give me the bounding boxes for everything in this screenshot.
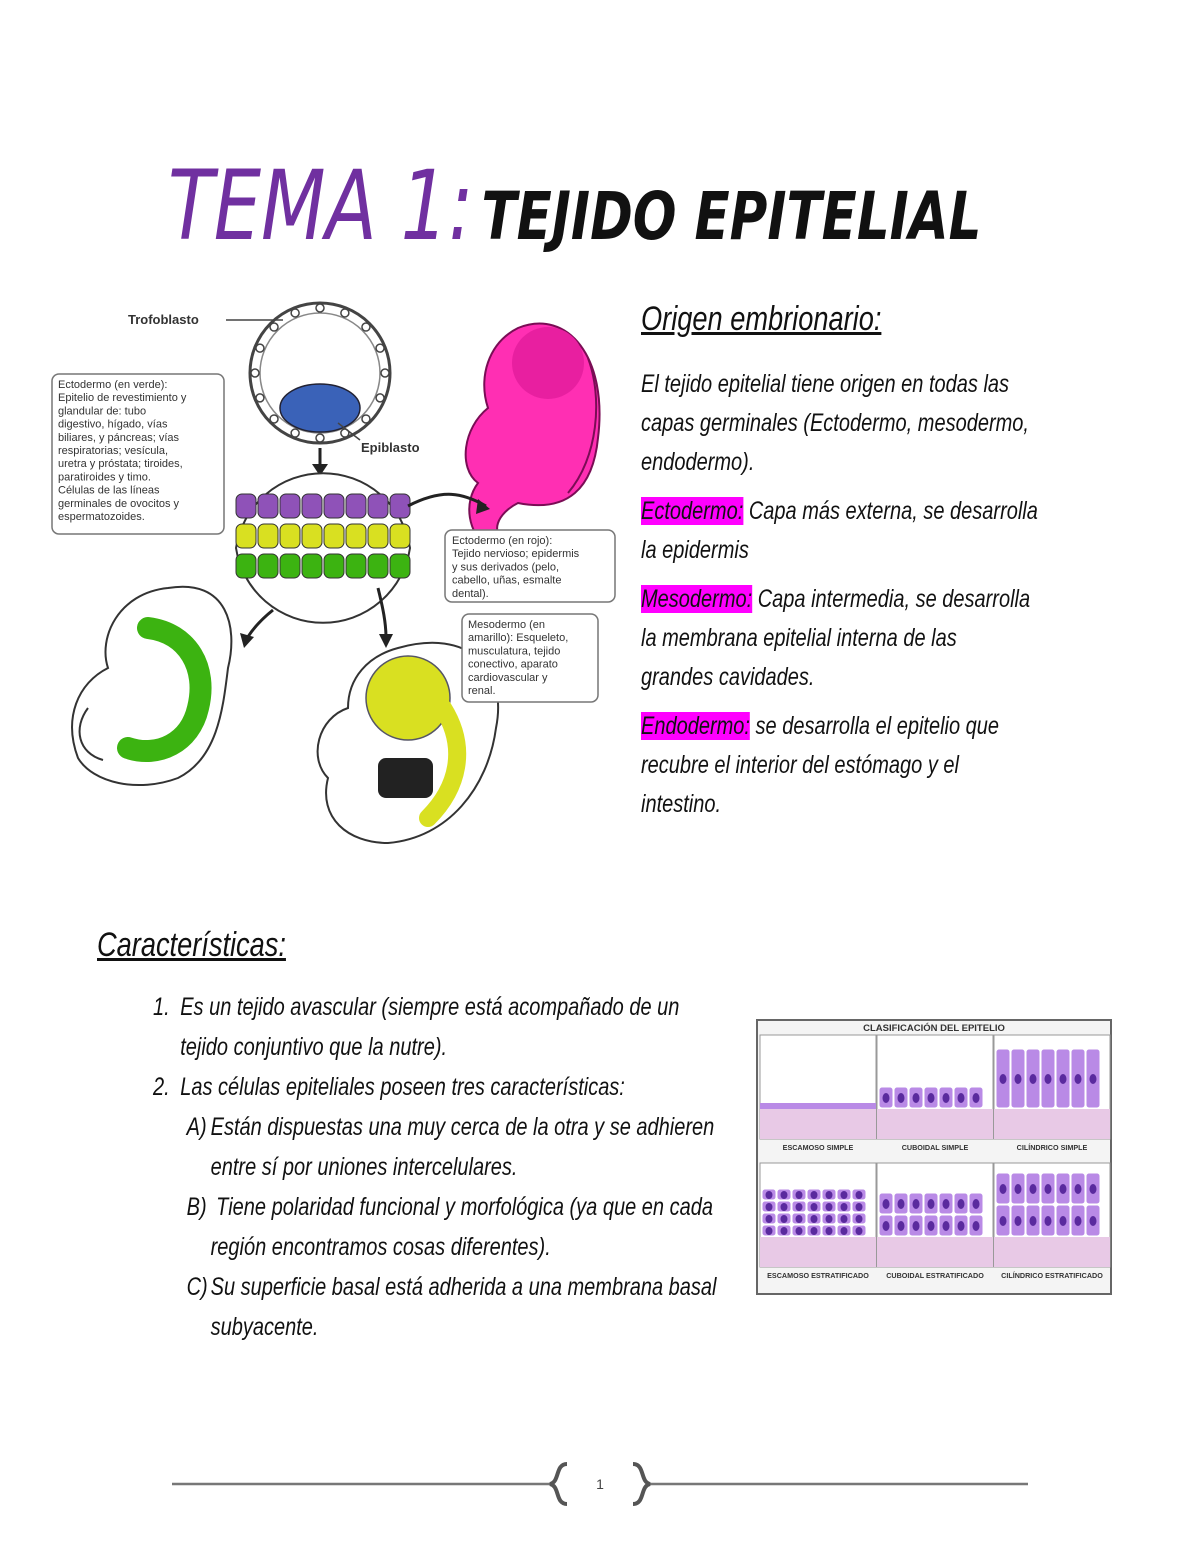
sublist-text: entre sí por uniones intercelulares. (210, 1153, 518, 1181)
sublist-letter: C) (186, 1273, 208, 1301)
annotation-line: paratiroides y timo. (58, 471, 151, 484)
mesodermo-text: grandes cavidades. (641, 663, 815, 691)
origin-intro (641, 365, 1038, 482)
annotation-line: Mesodermo (en (468, 619, 546, 631)
sublist-text: subyacente. (210, 1313, 319, 1341)
annotation-line: amarillo): Esqueleto, (468, 632, 569, 645)
mesodermo-text: la membrana epitelial interna de las (641, 624, 957, 652)
ectodermo-verde-box (52, 374, 224, 534)
footer-divider (172, 1460, 1028, 1510)
annotation-line: Ectodermo (en rojo): (452, 535, 553, 547)
annotation-line: biliares, y páncreas; vías (58, 431, 180, 444)
annotation-line: Tejido nervioso; epidermis (452, 548, 580, 561)
sublist-item-c (97, 1267, 716, 1307)
mesodermo-term: Mesodermo: (641, 585, 753, 613)
label-trofoblasto: Trofoblasto (128, 312, 199, 327)
epithelium-classification-figure (756, 1019, 1112, 1295)
list-text: Es un tejido avascular (siempre está acompañado de un (180, 993, 680, 1021)
page-title (168, 150, 981, 262)
epithelium-panel (994, 1035, 1110, 1152)
label-epiblasto: Epiblasto (361, 440, 420, 455)
ectodermo-term: Ectodermo: (641, 497, 744, 525)
annotation-line: Ectodermo (en verde): (58, 379, 168, 391)
epithelium-label: ESCAMOSO ESTRATIFICADO (767, 1271, 869, 1280)
endodermo-text: se desarrolla el epitelio que (749, 712, 1000, 740)
mesodermo-text: Capa intermedia, se desarrolla (752, 585, 1031, 613)
list-number: 1. (153, 993, 170, 1021)
endodermo-term: Endodermo: (641, 712, 750, 740)
epithelium-panel (994, 1163, 1110, 1280)
list-text: tejido conjuntivo que la nutre). (180, 1033, 448, 1061)
characteristics-section (97, 926, 716, 1347)
sublist-item-b (97, 1187, 716, 1227)
annotation-line: conectivo, aparato (468, 658, 558, 671)
ectodermo-rojo-box (445, 530, 615, 602)
ectodermo-text: la epidermis (641, 536, 749, 564)
embryo-germ-layers-figure (48, 288, 618, 878)
mesodermo-box (462, 614, 598, 702)
sublist-text: Su superficie basal está adherida a una membrana basal (210, 1273, 717, 1301)
mesodermo-paragraph (641, 580, 1038, 697)
green-embryo-drawing (72, 587, 231, 785)
title-topic: TEJIDO EPITELIAL (481, 178, 982, 255)
origin-intro-line: capas germinales (Ectodermo, mesodermo, (641, 409, 1029, 437)
annotation-line: uretra y próstata; tiroides, (58, 458, 183, 471)
germ-layer-disc (236, 473, 410, 623)
title-tema: TEMA 1: (168, 150, 474, 262)
origin-section (641, 300, 1038, 834)
sublist-letter: B) (186, 1193, 207, 1221)
sublist-text: región encontramos cosas diferentes). (210, 1233, 551, 1261)
epithelium-label: CUBOIDAL SIMPLE (901, 1143, 969, 1152)
ectodermo-text: Capa más externa, se desarrolla (743, 497, 1038, 525)
list-item-2 (97, 1067, 716, 1107)
page-number: 1 (596, 1476, 604, 1492)
list-item-1 (97, 987, 716, 1027)
page-footer (172, 1460, 1028, 1510)
origin-intro-line: El tejido epitelial tiene origen en todas las (641, 370, 1010, 398)
epithelium-label: ESCAMOSO SIMPLE (782, 1143, 854, 1152)
pink-embryo-drawing (466, 324, 600, 553)
endodermo-paragraph (641, 707, 1038, 824)
epithelium-label: CUBOIDAL ESTRATIFICADO (886, 1271, 984, 1280)
epithelium-figure-title: CLASIFICACIÓN DEL EPITELIO (863, 1023, 1005, 1034)
epithelium-label: CILÍNDRICO SIMPLE (1016, 1143, 1088, 1152)
annotation-line: Células de las líneas (58, 484, 160, 497)
list-text: Las células epiteliales poseen tres características: (180, 1073, 625, 1101)
annotation-line: renal. (468, 685, 496, 697)
epithelium-panel (760, 1163, 876, 1280)
annotation-line: espermatozoides. (58, 511, 145, 523)
epithelium-panel (877, 1035, 993, 1152)
epithelium-panel (760, 1035, 876, 1152)
annotation-line: respiratorias; vesícula, (58, 445, 169, 457)
annotation-line: musculatura, tejido (468, 645, 561, 658)
ectodermo-paragraph (641, 492, 1038, 570)
annotation-line: y sus derivados (pelo, (452, 561, 559, 574)
sublist-text: Están dispuestas una muy cerca de la otra y se adhieren (210, 1113, 715, 1141)
annotation-line: dental). (452, 587, 489, 600)
origin-intro-line: endodermo). (641, 448, 755, 476)
epithelium-panel (877, 1163, 993, 1280)
characteristics-heading: Características: (97, 926, 286, 964)
annotation-line: germinales de ovocitos y (58, 497, 180, 510)
annotation-line: glandular de: tubo (58, 405, 147, 418)
sublist-text: Tiene polaridad funcional y morfológica (ya que en cada (210, 1193, 713, 1221)
endodermo-text: intestino. (641, 790, 722, 818)
endodermo-text: recubre el interior del estómago y el (641, 751, 959, 779)
sublist-letter: A) (186, 1113, 207, 1141)
list-number: 2. (153, 1073, 170, 1101)
annotation-line: cabello, uñas, esmalte (452, 574, 562, 587)
annotation-line: cardiovascular y (468, 671, 548, 684)
annotation-line: Epitelio de revestimiento y (58, 392, 187, 405)
svg-text:Ectodermo (en verde):Epitelio (58, 379, 187, 523)
epithelium-label: CILÍNDRICO ESTRATIFICADO (1001, 1271, 1103, 1280)
annotation-line: digestivo, hígado, vías (58, 418, 168, 431)
origin-heading: Origen embrionario: (641, 300, 882, 338)
sublist-item-a (97, 1107, 716, 1147)
